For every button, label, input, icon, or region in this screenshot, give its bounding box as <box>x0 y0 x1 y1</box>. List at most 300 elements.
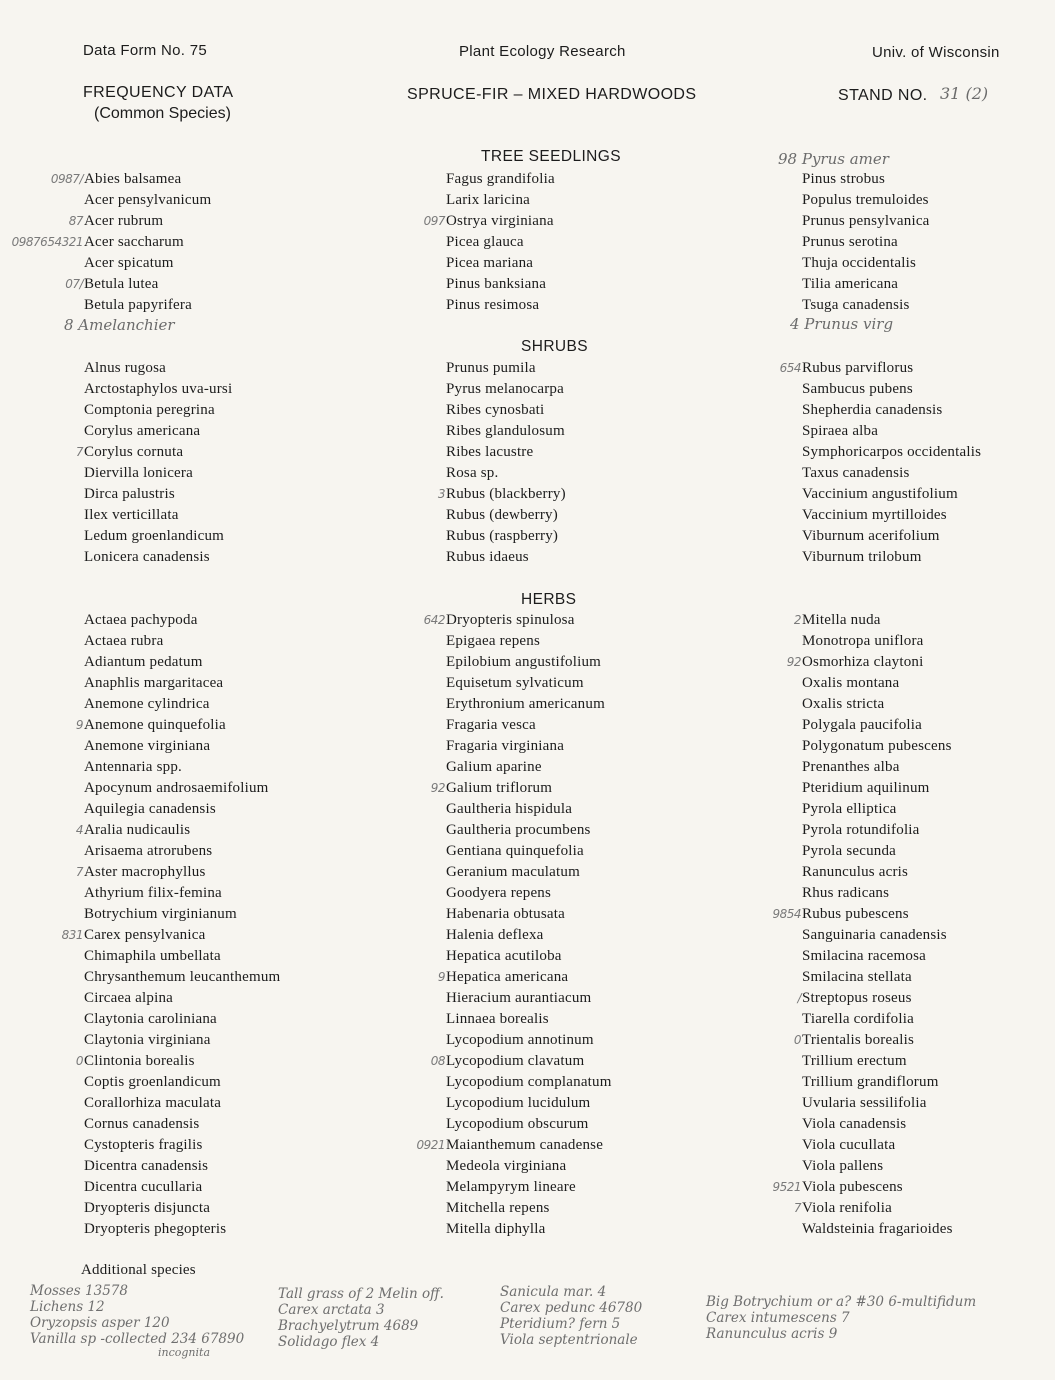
species-name: Clintonia borealis <box>84 1053 195 1069</box>
species-name: Goodyera repens <box>446 885 552 901</box>
species-erythronium-americanum <box>446 694 612 715</box>
species-shepherdia-canadensis <box>802 400 981 421</box>
species-name: Ranunculus acris <box>802 864 909 880</box>
species-name: Melampyrym lineare <box>446 1179 576 1195</box>
frequency-mark: 7 <box>75 445 83 459</box>
species-name: Polygala paucifolia <box>802 717 923 733</box>
frequency-mark: 2 <box>793 613 801 627</box>
species-name: Lonicera canadensis <box>84 549 210 565</box>
species-larix-laricina <box>446 190 555 211</box>
frequency-mark: 07/ <box>65 277 83 291</box>
species-goodyera-repens <box>446 883 612 904</box>
species-polygonatum-pubescens <box>802 736 953 757</box>
frequency-mark: 0 <box>75 1054 83 1068</box>
species-name: Aralia nudicaulis <box>84 822 191 838</box>
species-pyrola-secunda <box>802 841 953 862</box>
species-hieracium-aurantiacum <box>446 988 612 1009</box>
species-epigaea-repens <box>446 631 612 652</box>
species-name: Epigaea repens <box>446 633 541 649</box>
species-name: Comptonia peregrina <box>84 402 215 418</box>
species-name: Corylus americana <box>84 423 201 439</box>
frequency-mark: 92 <box>786 655 801 669</box>
species-athyrium-filix-femina <box>84 883 280 904</box>
species-name: Rubus pubescens <box>802 906 909 922</box>
species-name: Dryopteris disjuncta <box>84 1200 211 1216</box>
species-acer-pensylvanicum <box>84 190 211 211</box>
species-name: Prunus pensylvanica <box>802 213 930 229</box>
species-name: Betula lutea <box>84 276 159 292</box>
species-name: Arisaema atrorubens <box>84 843 213 859</box>
handwritten-note: Sanicula mar. 4 <box>500 1284 607 1300</box>
handwritten-note: Carex intumescens 7 <box>706 1310 850 1326</box>
species-name: Claytonia caroliniana <box>84 1011 217 1027</box>
species-name: Monotropa uniflora <box>802 633 924 649</box>
species-name: Polygonatum pubescens <box>802 738 952 754</box>
species-name: Galium aparine <box>446 759 542 775</box>
shrubs-column-3 <box>779 358 982 568</box>
species-anemone-quinquefolia <box>75 715 280 736</box>
species-name: Anemone virginiana <box>84 738 211 754</box>
species-alnus-rugosa <box>84 358 232 379</box>
data-subtype: (Common Species) <box>94 105 231 122</box>
species-name: Viola renifolia <box>802 1200 892 1216</box>
frequency-mark: 9521 <box>772 1180 801 1194</box>
species-sanguinaria-canadensis <box>802 925 953 946</box>
species-name: Waldsteinia fragarioides <box>802 1221 953 1237</box>
species-name: Fragaria vesca <box>446 717 536 733</box>
species-name: Gaultheria procumbens <box>446 822 591 838</box>
species-chrysanthemum-leucanthemum <box>84 967 280 988</box>
species-ribes-lacustre <box>446 442 566 463</box>
species-streptopus-roseus <box>797 988 953 1009</box>
species-linnaea-borealis <box>446 1009 612 1030</box>
species-name: Rosa sp. <box>446 465 499 481</box>
species-pyrola-rotundifolia <box>802 820 953 841</box>
species-uvularia-sessilifolia <box>802 1093 953 1114</box>
stand-number: 31 (2) <box>940 84 989 103</box>
handwritten-note: Oryzopsis asper 120 <box>30 1315 170 1331</box>
species-taxus-canadensis <box>802 463 981 484</box>
species-name: Antennaria spp. <box>84 759 182 775</box>
herbs-column-1 <box>61 610 281 1240</box>
species-clintonia-borealis <box>75 1051 280 1072</box>
species-dryopteris-disjuncta <box>84 1198 280 1219</box>
frequency-mark: 87 <box>68 214 83 228</box>
species-name: Sambucus pubens <box>802 381 913 397</box>
species-waldsteinia-fragarioides <box>802 1219 953 1240</box>
species-name: Mitchella repens <box>446 1200 550 1216</box>
species-acer-spicatum <box>84 253 211 274</box>
species-corylus-americana <box>84 421 232 442</box>
species-name: Rubus parviflorus <box>802 360 914 376</box>
species-viburnum-acerifolium <box>802 526 981 547</box>
species-name: Pinus strobus <box>802 171 886 187</box>
species-viola-renifolia <box>793 1198 953 1219</box>
species-name: Ilex verticillata <box>84 507 179 523</box>
species-name: Anaphlis margaritacea <box>84 675 224 691</box>
species-aquilegia-canadensis <box>84 799 280 820</box>
species-name: Fragaria virginiana <box>446 738 565 754</box>
handwritten-note: Vanilla sp -collected 234 67890 <box>30 1331 245 1347</box>
species-name: Rubus (blackberry) <box>446 486 566 502</box>
species-pteridium-aquilinum <box>802 778 953 799</box>
species-fragaria-virginiana <box>446 736 612 757</box>
species-name: Dryopteris spinulosa <box>446 612 575 628</box>
frequency-mark: 92 <box>430 781 445 795</box>
additional-notes-column-4 <box>706 1294 976 1342</box>
frequency-mark: 0987654321 <box>11 235 83 249</box>
species-mitella-diphylla <box>446 1219 612 1240</box>
species-viola-pallens <box>802 1156 953 1177</box>
species-name: Trientalis borealis <box>802 1032 914 1048</box>
species-name: Pyrola rotundifolia <box>802 822 920 838</box>
species-cystopteris-fragilis <box>84 1135 280 1156</box>
species-name: Cystopteris fragilis <box>84 1137 203 1153</box>
species-comptonia-peregrina <box>84 400 232 421</box>
additional-species-label: Additional species <box>81 1262 196 1278</box>
species-name: Ribes glandulosum <box>446 423 565 439</box>
species-name: Oxalis montana <box>802 675 900 691</box>
species-name: Pinus banksiana <box>446 276 547 292</box>
species-cornus-canadensis <box>84 1114 280 1135</box>
species-corylus-cornuta <box>75 442 232 463</box>
species-tiarella-cordifolia <box>802 1009 953 1030</box>
species-osmorhiza-claytoni <box>786 652 953 673</box>
species-name: Galium triflorum <box>446 780 553 796</box>
species-anemone-cylindrica <box>84 694 280 715</box>
species-rubus-pubescens <box>772 904 953 925</box>
species-name: Claytonia virginiana <box>84 1032 211 1048</box>
species-rubus-blackberry <box>437 484 566 505</box>
species-name: Sanguinaria canadensis <box>802 927 947 943</box>
species-apocynum-androsaemifolium <box>84 778 280 799</box>
species-circaea-alpina <box>84 988 280 1009</box>
frequency-mark: 9854 <box>772 907 801 921</box>
species-tilia-americana <box>802 274 930 295</box>
trees-column-2 <box>423 169 555 316</box>
frequency-mark: 0921 <box>416 1138 445 1152</box>
species-name: Rubus (raspberry) <box>446 528 559 544</box>
species-fagus-grandifolia <box>446 169 555 190</box>
species-name: Gaultheria hispidula <box>446 801 573 817</box>
species-rhus-radicans <box>802 883 953 904</box>
species-populus-tremuloides <box>802 190 930 211</box>
species-name: Hepatica acutiloba <box>446 948 562 964</box>
species-lycopodium-complanatum <box>446 1072 612 1093</box>
frequency-mark: 08 <box>430 1054 445 1068</box>
species-name: Aster macrophyllus <box>84 864 206 880</box>
species-symphoricarpos-occidentalis <box>802 442 981 463</box>
species-sambucus-pubens <box>802 379 981 400</box>
frequency-mark: 9 <box>75 718 83 732</box>
species-name: Dicentra canadensis <box>84 1158 209 1174</box>
species-smilacina-stellata <box>802 967 953 988</box>
data-type-heading: FREQUENCY DATA <box>83 84 234 101</box>
species-name: Viola pubescens <box>802 1179 903 1195</box>
species-name: Betula papyrifera <box>84 297 192 313</box>
species-name: Equisetum sylvaticum <box>446 675 584 691</box>
additional-notes-column-1 <box>30 1283 244 1359</box>
frequency-mark: 0987/ <box>50 172 83 186</box>
species-name: Lycopodium lucidulum <box>446 1095 591 1111</box>
species-prunus-serotina <box>802 232 930 253</box>
species-prunus-pumila <box>446 358 566 379</box>
species-trillium-grandiflorum <box>802 1072 953 1093</box>
species-name: Anemone quinquefolia <box>84 717 226 733</box>
herbs-column-2 <box>416 610 612 1240</box>
species-name: Viola pallens <box>802 1158 884 1174</box>
species-medeola-virginiana <box>446 1156 612 1177</box>
species-name: Larix laricina <box>446 192 531 208</box>
species-rosa-sp <box>446 463 566 484</box>
species-oxalis-montana <box>802 673 953 694</box>
handwritten-note: Ranunculus acris 9 <box>706 1326 838 1342</box>
species-coptis-groenlandicum <box>84 1072 280 1093</box>
trees-column-1 <box>11 169 212 316</box>
handwritten-note: Pteridium? fern 5 <box>500 1316 621 1332</box>
species-smilacina-racemosa <box>802 946 953 967</box>
species-dicentra-canadensis <box>84 1156 280 1177</box>
species-name: Actaea pachypoda <box>84 612 198 628</box>
species-rubus-dewberry <box>446 505 566 526</box>
frequency-mark: 4 <box>75 823 83 837</box>
species-ribes-glandulosum <box>446 421 566 442</box>
species-diervilla-lonicera <box>84 463 232 484</box>
trees-handwritten-note-1: 8 Amelanchier <box>64 316 175 334</box>
species-vaccinium-angustifolium <box>802 484 981 505</box>
species-ostrya-virginiana <box>423 211 555 232</box>
species-pinus-banksiana <box>446 274 555 295</box>
species-ledum-groenlandicum <box>84 526 232 547</box>
species-name: Alnus rugosa <box>84 360 166 376</box>
species-pinus-resimosa <box>446 295 555 316</box>
species-betula-papyrifera <box>84 295 211 316</box>
species-dicentra-cucullaria <box>84 1177 280 1198</box>
species-rubus-idaeus <box>446 547 566 568</box>
species-name: Athyrium filix-femina <box>84 885 222 901</box>
species-name: Corallorhiza maculata <box>84 1095 222 1111</box>
species-name: Picea glauca <box>446 234 524 250</box>
shrubs-column-2 <box>437 358 566 568</box>
species-trillium-erectum <box>802 1051 953 1072</box>
frequency-mark: 0 <box>793 1033 801 1047</box>
species-lycopodium-obscurum <box>446 1114 612 1135</box>
species-name: Tilia americana <box>802 276 899 292</box>
species-mitella-nuda <box>793 610 953 631</box>
species-name: Prunus serotina <box>802 234 898 250</box>
species-actaea-rubra <box>84 631 280 652</box>
section-shrubs: SHRUBS <box>521 338 588 355</box>
species-spiraea-alba <box>802 421 981 442</box>
species-name: Ribes lacustre <box>446 444 534 460</box>
species-name: Lycopodium obscurum <box>446 1116 589 1132</box>
frequency-mark: 831 <box>61 928 83 942</box>
species-oxalis-stricta <box>802 694 953 715</box>
species-name: Fagus grandifolia <box>446 171 555 187</box>
species-halenia-deflexa <box>446 925 612 946</box>
species-name: Chrysanthemum leucanthemum <box>84 969 281 985</box>
community-heading: SPRUCE-FIR – MIXED HARDWOODS <box>407 86 697 103</box>
species-name: Taxus canadensis <box>802 465 910 481</box>
species-name: Circaea alpina <box>84 990 173 1006</box>
species-name: Aquilegia canadensis <box>84 801 216 817</box>
frequency-mark: / <box>797 991 801 1005</box>
species-name: Epilobium angustifolium <box>446 654 602 670</box>
species-name: Shepherdia canadensis <box>802 402 943 418</box>
species-name: Osmorhiza claytoni <box>802 654 924 670</box>
species-dryopteris-phegopteris <box>84 1219 280 1240</box>
species-name: Streptopus roseus <box>802 990 912 1006</box>
species-fragaria-vesca <box>446 715 612 736</box>
species-hepatica-americana <box>437 967 612 988</box>
section-tree-seedlings: TREE SEEDLINGS <box>481 148 621 165</box>
species-name: Vaccinium angustifolium <box>802 486 958 502</box>
species-equisetum-sylvaticum <box>446 673 612 694</box>
species-name: Pyrus melanocarpa <box>446 381 564 397</box>
species-prenanthes-alba <box>802 757 953 778</box>
handwritten-note: Carex pedunc 46780 <box>500 1300 643 1316</box>
species-ranunculus-acris <box>802 862 953 883</box>
frequency-mark: 097 <box>423 214 445 228</box>
species-name: Trillium grandiflorum <box>802 1074 939 1090</box>
species-rubus-parviflorus <box>779 358 981 379</box>
species-name: Hepatica americana <box>446 969 569 985</box>
species-name: Cornus canadensis <box>84 1116 200 1132</box>
species-name: Botrychium virginianum <box>84 906 237 922</box>
species-rubus-raspberry <box>446 526 566 547</box>
handwritten-note: Carex arctata 3 <box>278 1302 385 1318</box>
section-herbs: HERBS <box>521 591 577 608</box>
handwritten-note: Solidago flex 4 <box>278 1334 380 1350</box>
species-antennaria-spp <box>84 757 280 778</box>
species-name: Rubus idaeus <box>446 549 529 565</box>
species-arctostaphylos-uva-ursi <box>84 379 232 400</box>
species-name: Coptis groenlandicum <box>84 1074 221 1090</box>
species-name: Prunus pumila <box>446 360 536 376</box>
frequency-mark: 7 <box>793 1201 801 1215</box>
handwritten-note: Lichens 12 <box>30 1299 105 1315</box>
species-name: Tiarella cordifolia <box>802 1011 914 1027</box>
species-gaultheria-hispidula <box>446 799 612 820</box>
frequency-mark: 7 <box>75 865 83 879</box>
species-name: Abies balsamea <box>84 171 182 187</box>
species-name: Arctostaphylos uva-ursi <box>84 381 233 397</box>
species-name: Hieracium aurantiacum <box>446 990 592 1006</box>
species-name: Lycopodium clavatum <box>446 1053 585 1069</box>
species-pinus-strobus <box>802 169 930 190</box>
species-name: Dicentra cucullaria <box>84 1179 203 1195</box>
species-name: Anemone cylindrica <box>84 696 210 712</box>
species-name: Mitella nuda <box>802 612 881 628</box>
stand-label: STAND NO. <box>838 87 928 104</box>
species-chimaphila-umbellata <box>84 946 280 967</box>
species-name: Halenia deflexa <box>446 927 544 943</box>
frequency-mark: 3 <box>437 487 445 501</box>
species-picea-mariana <box>446 253 555 274</box>
species-name: Acer saccharum <box>84 234 184 250</box>
species-name: Picea mariana <box>446 255 534 271</box>
species-dryopteris-spinulosa <box>423 610 612 631</box>
species-botrychium-virginianum <box>84 904 280 925</box>
species-name: Viburnum trilobum <box>802 549 922 565</box>
handwritten-note: Viola septentrionale <box>500 1332 638 1348</box>
species-name: Apocynum androsaemifolium <box>84 780 269 796</box>
species-name: Dryopteris phegopteris <box>84 1221 227 1237</box>
species-maianthemum-canadense <box>416 1135 612 1156</box>
species-name: Tsuga canadensis <box>802 297 910 313</box>
species-name: Adiantum pedatum <box>84 654 203 670</box>
species-claytonia-caroliniana <box>84 1009 280 1030</box>
species-name: Pteridium aquilinum <box>802 780 930 796</box>
species-melampyrym-lineare <box>446 1177 612 1198</box>
species-ilex-verticillata <box>84 505 232 526</box>
handwritten-note: Big Botrychium or a? #30 6-multifidum <box>706 1294 977 1310</box>
species-arisaema-atrorubens <box>84 841 280 862</box>
species-name: Spiraea alba <box>802 423 879 439</box>
species-anaphlis-margaritacea <box>84 673 280 694</box>
species-viola-canadensis <box>802 1114 953 1135</box>
species-name: Rubus (dewberry) <box>446 507 558 523</box>
species-gaultheria-procumbens <box>446 820 612 841</box>
species-viburnum-trilobum <box>802 547 981 568</box>
species-viola-pubescens <box>772 1177 953 1198</box>
species-name: Acer spicatum <box>84 255 174 271</box>
species-geranium-maculatum <box>446 862 612 883</box>
species-mitchella-repens <box>446 1198 612 1219</box>
herbs-column-3 <box>772 610 953 1240</box>
species-name: Populus tremuloides <box>802 192 929 208</box>
species-pyrola-elliptica <box>802 799 953 820</box>
species-name: Lycopodium complanatum <box>446 1074 612 1090</box>
species-tsuga-canadensis <box>802 295 930 316</box>
species-hepatica-acutiloba <box>446 946 612 967</box>
species-prunus-pensylvanica <box>802 211 930 232</box>
species-viola-cucullata <box>802 1135 953 1156</box>
species-name: Geranium maculatum <box>446 864 580 880</box>
species-name: Viola canadensis <box>802 1116 907 1132</box>
additional-notes-column-2 <box>278 1286 444 1350</box>
species-name: Viola cucullata <box>802 1137 896 1153</box>
species-name: Dirca palustris <box>84 486 175 502</box>
species-name: Medeola virginiana <box>446 1158 567 1174</box>
species-name: Erythronium americanum <box>446 696 605 712</box>
form-number: Data Form No. 75 <box>83 42 208 59</box>
species-abies-balsamea <box>50 169 211 190</box>
species-name: Lycopodium annotinum <box>446 1032 594 1048</box>
university: Univ. of Wisconsin <box>872 44 1000 61</box>
shrubs-column-1 <box>75 358 233 568</box>
species-galium-triflorum <box>430 778 612 799</box>
species-adiantum-pedatum <box>84 652 280 673</box>
species-thuja-occidentalis <box>802 253 930 274</box>
species-picea-glauca <box>446 232 555 253</box>
species-name: Uvularia sessilifolia <box>802 1095 927 1111</box>
species-habenaria-obtusata <box>446 904 612 925</box>
species-name: Viburnum acerifolium <box>802 528 940 544</box>
frequency-mark: 654 <box>779 361 801 375</box>
species-name: Maianthemum canadense <box>446 1137 604 1153</box>
species-name: Diervilla lonicera <box>84 465 193 481</box>
trees-column-3 <box>802 169 930 316</box>
handwritten-note: Mosses 13578 <box>30 1283 128 1299</box>
species-name: Smilacina stellata <box>802 969 912 985</box>
species-lycopodium-annotinum <box>446 1030 612 1051</box>
species-name: Ostrya virginiana <box>446 213 554 229</box>
species-name: Smilacina racemosa <box>802 948 926 964</box>
handwritten-note: Brachyelytrum 4689 <box>278 1318 419 1334</box>
species-name: Rhus radicans <box>802 885 890 901</box>
trees-handwritten-note-top: 98 Pyrus amer <box>778 150 889 168</box>
